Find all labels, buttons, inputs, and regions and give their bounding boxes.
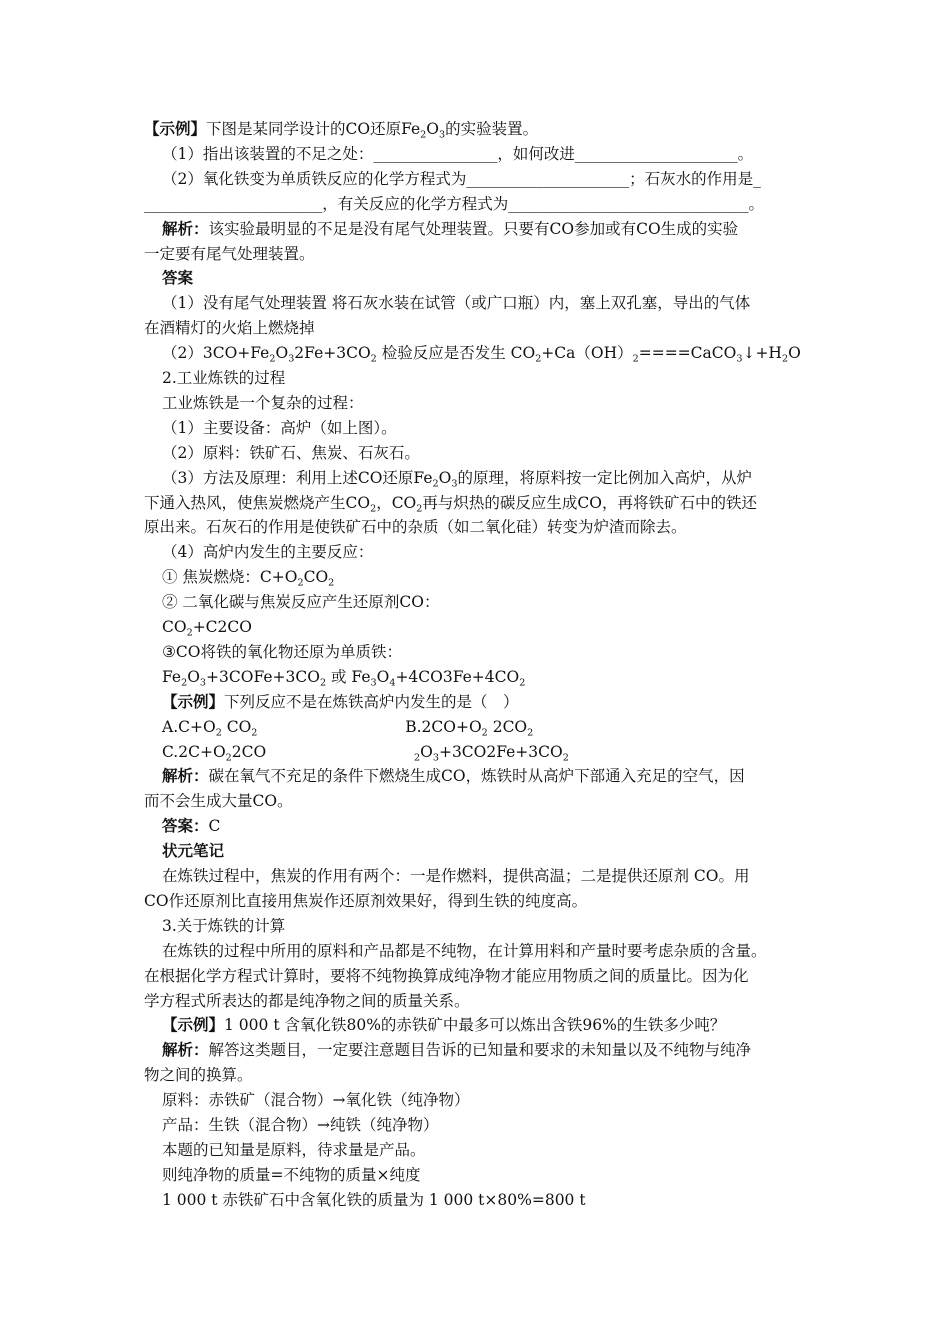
text-run: 1 000 t 含氧化铁80%的赤铁矿中最多可以炼出含铁96%的生铁多少吨？ <box>224 1016 726 1034</box>
text-run: +C2CO <box>192 618 252 636</box>
text-run: （2）氧化铁变为单质铁反应的化学方程式为_____________________；石灰水的作用是_ <box>162 170 761 188</box>
text-line <box>144 990 470 1012</box>
text-line <box>144 566 334 588</box>
text-run: O <box>438 469 452 487</box>
subscript: 2 <box>215 727 222 739</box>
text-run: 一定要有尾气处理装置。 <box>144 245 315 263</box>
text-run: C.2C+O <box>162 743 226 761</box>
text-run: 该实验最明显的不足是没有尾气处理装置。只要有CO参加或有CO生成的实验 <box>208 220 739 238</box>
subscript: 3 <box>451 478 458 490</box>
bold-label: 答案： <box>162 816 209 835</box>
subscript: 2 <box>319 677 327 689</box>
text-line <box>144 666 525 688</box>
subscript: 2 <box>432 478 439 490</box>
text-run: 2CO <box>487 718 528 736</box>
text-run: 2Fe+3CO <box>294 344 371 362</box>
text-line <box>144 467 752 489</box>
text-run: CO <box>221 718 252 736</box>
subscript: 3 <box>432 752 439 764</box>
text-run: 物之间的换算。 <box>144 1066 253 1084</box>
text-run: +3COFe+3CO <box>206 668 320 686</box>
bold-label: 【示例】 <box>162 1015 225 1034</box>
text-line <box>144 691 519 713</box>
subscript: 3 <box>736 353 743 365</box>
text-run: 则纯净物的质量=不纯物的质量×纯度 <box>162 1166 421 1184</box>
text-line <box>144 641 402 663</box>
text-line <box>144 1039 751 1061</box>
text-run: （2）3CO+Fe <box>162 344 270 362</box>
subscript: 2 <box>535 353 542 365</box>
text-line <box>144 1089 470 1111</box>
text-run: 原料：赤铁矿（混合物）→氧化铁（纯净物） <box>162 1091 470 1109</box>
text-run: CO <box>303 568 329 586</box>
text-run: 在炼铁过程中，焦炭的作用有两个：一是作燃料，提供高温；二是提供还原剂 CO。用 <box>162 867 750 885</box>
text-run: ↓+H <box>742 344 782 362</box>
subscript: 2 <box>251 727 258 739</box>
subscript: 3 <box>439 129 446 141</box>
text-run: 产品：生铁（混合物）→纯铁（纯净物） <box>162 1116 439 1134</box>
text-run: （1）指出该装置的不足之处：________________，如何改进_____________________。 <box>162 145 754 163</box>
text-run: O <box>275 344 289 362</box>
text-line <box>144 765 745 787</box>
subscript: 2 <box>416 503 423 515</box>
text-line <box>144 292 750 314</box>
text-line <box>144 417 397 439</box>
text-run: _______________________，有关反应的化学方程式为_______________________________。 <box>144 195 765 213</box>
text-run: O <box>788 344 801 362</box>
subscript: 2 <box>225 752 232 764</box>
bold-label: 解析： <box>162 766 209 785</box>
text-line <box>144 1064 253 1086</box>
subscript: 2 <box>519 677 526 689</box>
text-line <box>144 342 801 364</box>
text-run: 在根据化学方程式计算时，要将不纯物换算成纯净物才能应用物质之间的质量比。因为化 <box>144 967 749 985</box>
text-run: CO作还原剂比直接用焦炭作还原剂效果好，得到生铁的纯度高。 <box>144 892 588 910</box>
text-line <box>144 915 285 937</box>
text-line <box>144 392 364 414</box>
subscript: 2 <box>370 353 377 365</box>
text-line <box>144 516 687 538</box>
text-run: 的实验装置。 <box>445 120 539 138</box>
bold-label: 【示例】 <box>162 692 225 711</box>
subscript: 2 <box>781 353 789 365</box>
text-run: ③CO将铁的氧化物还原为单质铁： <box>162 643 402 661</box>
text-run: 学方程式所表达的都是纯净物之间的质量关系。 <box>144 992 470 1010</box>
text-run: 工业炼铁是一个复杂的过程： <box>162 394 364 412</box>
text-line <box>144 716 533 738</box>
text-run: （3）方法及原理：利用上述CO还原Fe <box>162 469 433 487</box>
text-run: Fe <box>162 668 182 686</box>
text-line <box>144 890 587 912</box>
text-run: （1）主要设备：高炉（如上图）。 <box>162 419 397 437</box>
subscript: 2 <box>481 727 488 739</box>
text-run: 本题的已知量是原料，待求量是产品。 <box>162 1141 426 1159</box>
subscript: 2 <box>328 577 335 589</box>
subscript: 3 <box>288 353 295 365</box>
text-line <box>144 1014 725 1036</box>
text-run: C <box>208 817 221 835</box>
text-run: 下通入热风，使焦炭燃烧产生CO <box>144 494 371 512</box>
text-line <box>144 1164 420 1186</box>
text-run: 在酒精灯的火焰上燃烧掉 <box>144 319 315 337</box>
text-line <box>144 442 420 464</box>
subscript: 2 <box>527 727 534 739</box>
text-line <box>144 940 767 962</box>
subscript: 2 <box>562 752 569 764</box>
text-line <box>144 317 315 339</box>
subscript: 2 <box>420 129 427 141</box>
text-run: 或 Fe <box>326 668 371 686</box>
subscript: 4 <box>389 677 396 689</box>
text-run: +3CO2Fe+3CO <box>438 743 563 761</box>
bold-label: 状元笔记 <box>162 841 225 860</box>
subscript: 2 <box>269 353 276 365</box>
text-line <box>144 790 293 812</box>
bold-label: 解析： <box>162 1040 209 1059</box>
text-run: 在炼铁的过程中所用的原料和产品都是不纯物，在计算用料和产量时要考虑杂质的含量。 <box>162 942 767 960</box>
text-run: A.C+O <box>162 718 216 736</box>
subscript: 2 <box>297 577 304 589</box>
text-run: O <box>187 668 200 686</box>
subscript: 3 <box>199 677 207 689</box>
text-run: 2.工业炼铁的过程 <box>162 369 286 387</box>
subscript: 2 <box>632 353 639 365</box>
text-run: （1）没有尾气处理装置 将石灰水装在试管（或广口瓶）内，塞上双孔塞，导出的气体 <box>162 294 751 312</box>
text-run: （2）原料：铁矿石、焦炭、石灰石。 <box>162 444 420 462</box>
text-run: 解答这类题目，一定要注意题目告诉的已知量和要求的未知量以及不纯物与纯净 <box>208 1041 752 1059</box>
text-run: 下图是某同学设计的CO还原Fe <box>206 120 421 138</box>
text-run: 2CO <box>231 743 415 761</box>
subscript: 2 <box>370 503 377 515</box>
text-line <box>144 193 764 215</box>
text-line <box>144 367 285 389</box>
subscript: 3 <box>370 677 377 689</box>
text-line <box>144 1114 439 1136</box>
text-run: 碳在氧气不充足的条件下燃烧生成CO，炼铁时从高炉下部通入充足的空气，因 <box>208 767 745 785</box>
text-line <box>144 143 753 165</box>
text-run: 再与炽热的碳反应生成CO，再将铁矿石中的铁还 <box>422 494 757 512</box>
text-run: +4CO3Fe+4CO <box>395 668 520 686</box>
text-run: 检验反应是否发生 CO <box>376 344 536 362</box>
subscript: 2 <box>181 677 188 689</box>
text-line <box>144 865 750 887</box>
text-line <box>144 616 252 638</box>
text-run: 的原理，将原料按一定比例加入高炉，从炉 <box>457 469 752 487</box>
text-line <box>144 267 193 289</box>
bold-label: 解析： <box>162 219 209 238</box>
text-run: ，CO <box>376 494 417 512</box>
text-line <box>144 243 315 265</box>
text-line <box>144 168 761 190</box>
text-run: 1 000 t 赤铁矿石中含氧化铁的质量为 1 000 t×80%=800 t <box>162 1191 586 1209</box>
text-run: CO <box>162 618 187 636</box>
text-run: O <box>376 668 390 686</box>
text-run: 而不会生成大量CO。 <box>144 792 293 810</box>
text-line <box>144 591 440 613</box>
text-run: ① 焦炭燃烧：C+O <box>162 568 298 586</box>
text-run: （4）高炉内发生的主要反应： <box>162 543 374 561</box>
text-run: ② 二氧化碳与焦炭反应产生还原剂CO： <box>162 593 440 611</box>
text-run: ====CaCO <box>638 344 737 362</box>
text-line <box>144 218 738 240</box>
text-line <box>144 965 749 987</box>
text-run: O <box>426 120 439 138</box>
bold-label: 【示例】 <box>144 119 207 138</box>
text-run: O <box>420 743 433 761</box>
text-line <box>144 541 373 563</box>
text-line <box>144 815 220 837</box>
text-line <box>144 1189 586 1211</box>
text-line <box>144 1139 426 1161</box>
text-line <box>144 492 757 514</box>
subscript: 2 <box>186 627 193 639</box>
text-run: 原出来。石灰石的作用是使铁矿石中的杂质（如二氧化硅）转变为炉渣而除去。 <box>144 518 687 536</box>
text-run: 下列反应不是在炼铁高炉内发生的是（ ） <box>224 693 519 711</box>
text-run: +Ca（OH） <box>541 344 633 362</box>
text-run: 3.关于炼铁的计算 <box>162 917 286 935</box>
subscript: 2 <box>414 752 421 764</box>
text-run: B.2CO+O <box>257 718 482 736</box>
text-line <box>144 118 538 140</box>
text-line <box>144 741 569 763</box>
bold-label: 答案 <box>162 268 194 287</box>
text-line <box>144 840 224 862</box>
